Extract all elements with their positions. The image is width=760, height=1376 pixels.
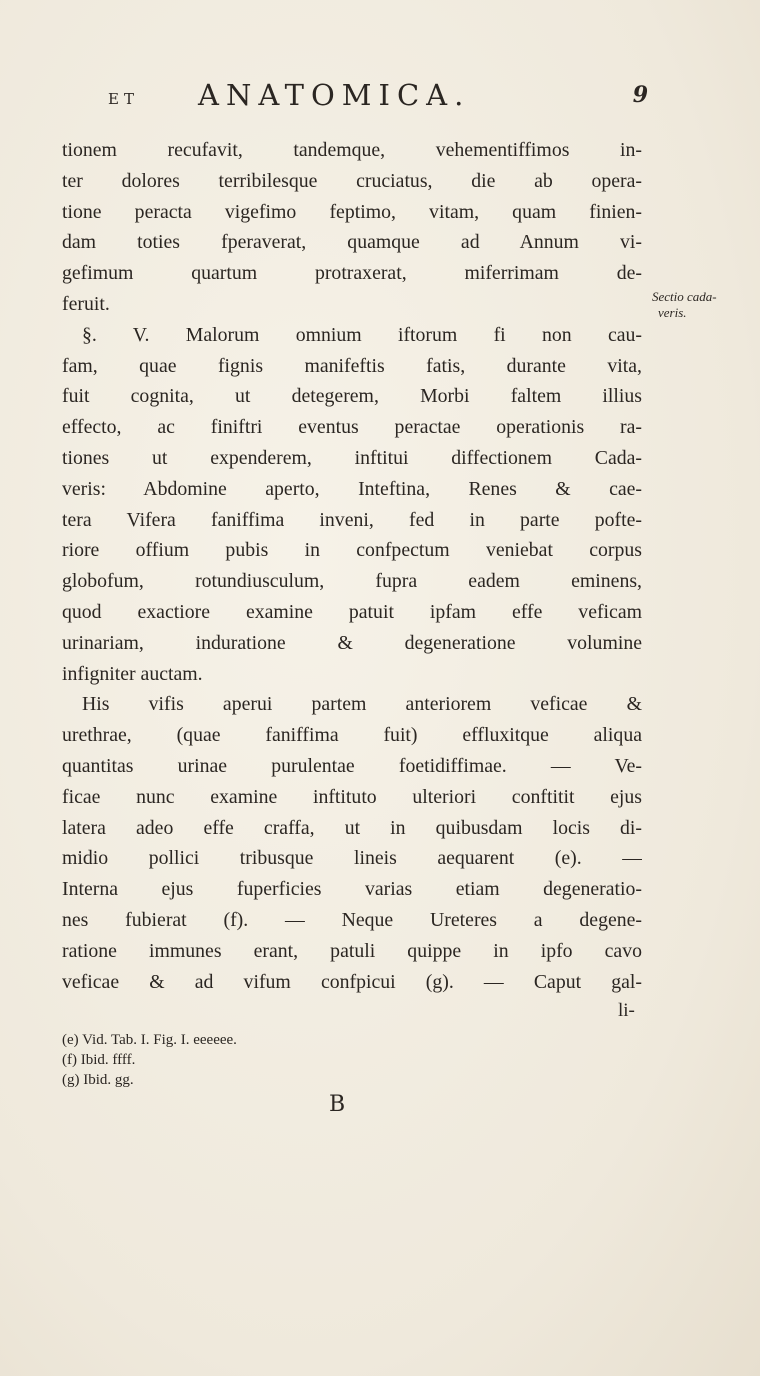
margin-note-line: veris.: [658, 305, 687, 320]
text-line: globofum, rotundiusculum, fupra eadem eminens,: [62, 570, 642, 593]
text-line: urethrae, (quae faniffima fuit) effluxitque aliqua: [62, 724, 642, 747]
margin-note: [652, 289, 752, 321]
text-line: ter dolores terribilesque cruciatus, die ab opera-: [62, 169, 642, 192]
signature-mark: B: [329, 1092, 346, 1117]
text-line: dam toties fperaverat, quamque ad Annum vi-: [62, 231, 642, 254]
footnotes: [62, 1030, 562, 1090]
text-line: §. V. Malorum omnium iftorum fi non cau-: [82, 323, 642, 346]
text-line: His vifis aperui partem anteriorem veficae &: [82, 693, 642, 716]
text-line: tera Vifera faniffima inveni, fed in parte pofte-: [62, 508, 642, 531]
text-line: veris: Abdomine aperto, Inteftina, Renes & cae-: [62, 477, 642, 500]
text-line: midio pollici tribusque lineis aequarent (e). —: [62, 847, 642, 870]
text-line: riore offium pubis in confpectum veniebat corpus: [62, 539, 642, 562]
text-line: feruit.: [62, 292, 110, 315]
running-header: [108, 78, 648, 118]
text-line: veficae & ad vifum confpicui (g). — Caput gal-: [62, 970, 642, 993]
page-number: 9: [632, 82, 648, 108]
text-line: quod exactiore examine patuit ipfam effe veficam: [62, 600, 642, 623]
catchword: li-: [618, 1000, 635, 1021]
margin-note-line: Sectio cada-: [652, 289, 717, 304]
text-line: nes fubierat (f). — Neque Ureteres a degene-: [62, 908, 642, 931]
text-line: fuit cognita, ut detegerem, Morbi faltem illius: [62, 385, 642, 408]
text-line: ratione immunes erant, patuli quippe in ipfo cavo: [62, 939, 642, 962]
text-line: latera adeo effe craffa, ut in quibusdam locis di-: [62, 816, 642, 839]
text-line: gefimum quartum protraxerat, miferrimam de-: [62, 262, 642, 285]
header-title: ANATOMICA.: [198, 78, 471, 112]
text-line: urinariam, induratione & degeneratione volumine: [62, 631, 642, 654]
footnote: (g) Ibid. gg.: [62, 1072, 134, 1088]
text-line: fam, quae fignis manifeftis fatis, durante vita,: [62, 354, 642, 377]
footnote: (f) Ibid. ffff.: [62, 1052, 136, 1068]
text-line: tionem recufavit, tandemque, vehementiffimos in-: [62, 139, 642, 161]
text-line: tione peracta vigefimo feptimo, vitam, quam finien-: [62, 200, 642, 223]
text-line: effecto, ac finiftri eventus peractae operationis ra-: [62, 416, 642, 439]
text-line: quantitas urinae purulentae foetidiffimae. — Ve-: [62, 754, 642, 777]
text-line: infigniter auctam.: [62, 662, 203, 685]
text-line: tiones ut expenderem, inftitui diffectionem Cada-: [62, 446, 642, 469]
text-line: ficae nunc examine inftituto ulteriori conftitit ejus: [62, 785, 642, 808]
text-line: Interna ejus fuperficies varias etiam degeneratio-: [62, 878, 642, 901]
body-text: [62, 135, 642, 997]
header-prefix: ET: [108, 90, 139, 108]
footnote: (e) Vid. Tab. I. Fig. I. eeeeee.: [62, 1032, 237, 1048]
